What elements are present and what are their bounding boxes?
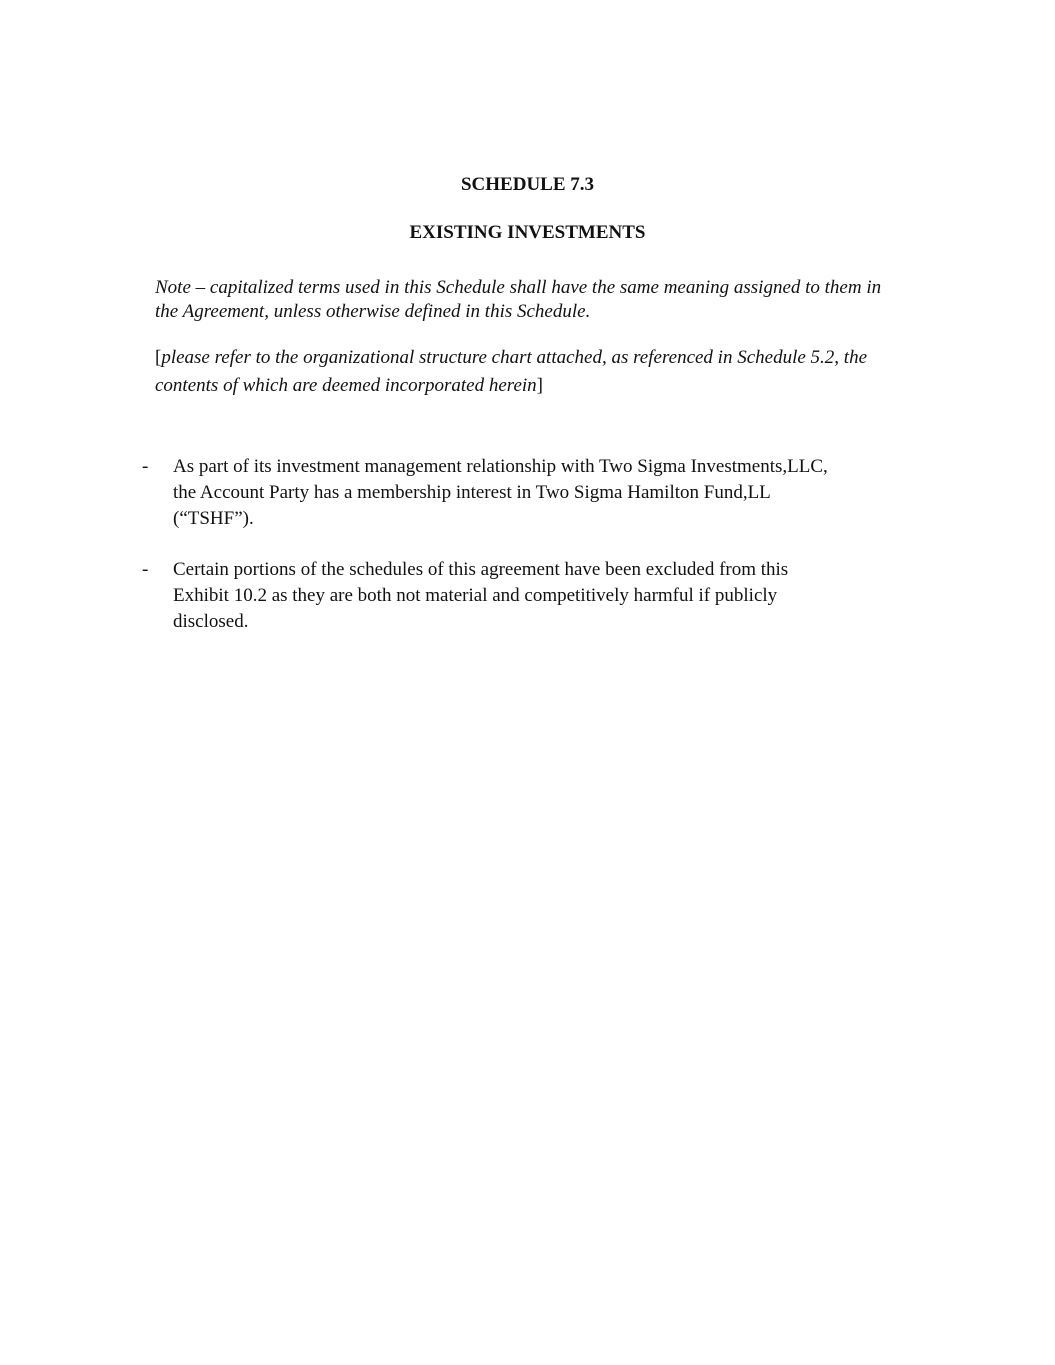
reference-open-bracket: [ [155,347,162,368]
investment-list [0,454,1055,660]
bullet-line: Exhibit 10.2 as they are both not material and competitively harmful if publicly [173,585,778,606]
bullet-marker: - [142,559,149,580]
bullet-line: As part of its investment management relationship with Two Sigma Investments,LLC, [173,456,828,477]
bullet-line: disclosed. [173,611,249,632]
schedule-subtitle: EXISTING INVESTMENTS [409,222,646,243]
schedule-note: Note – capitalized terms used in this Schedule shall have the same meaning assigned to them in the Agreement, unless otherwise defined in this Schedule. [155,277,882,322]
reference-text: please refer to the organizational structure chart attached, as referenced in Schedule 5.2, the contents of which are deemed incorporated herein [155,347,867,396]
reference-paragraph [155,344,915,400]
bullet-marker: - [142,456,149,477]
schedule-title: SCHEDULE 7.3 [460,174,595,195]
bullet-line: Certain portions of the schedules of this agreement have been excluded from this [173,559,789,580]
bullet-text [173,557,903,635]
bullet-line: (“TSHF”). [173,508,254,529]
bullet-text [173,454,903,532]
bullet-line: the Account Party has a membership interest in Two Sigma Hamilton Fund,LL [173,482,771,503]
list-item [0,454,1055,532]
reference-close-bracket: ] [536,375,543,396]
list-item [0,557,1055,635]
